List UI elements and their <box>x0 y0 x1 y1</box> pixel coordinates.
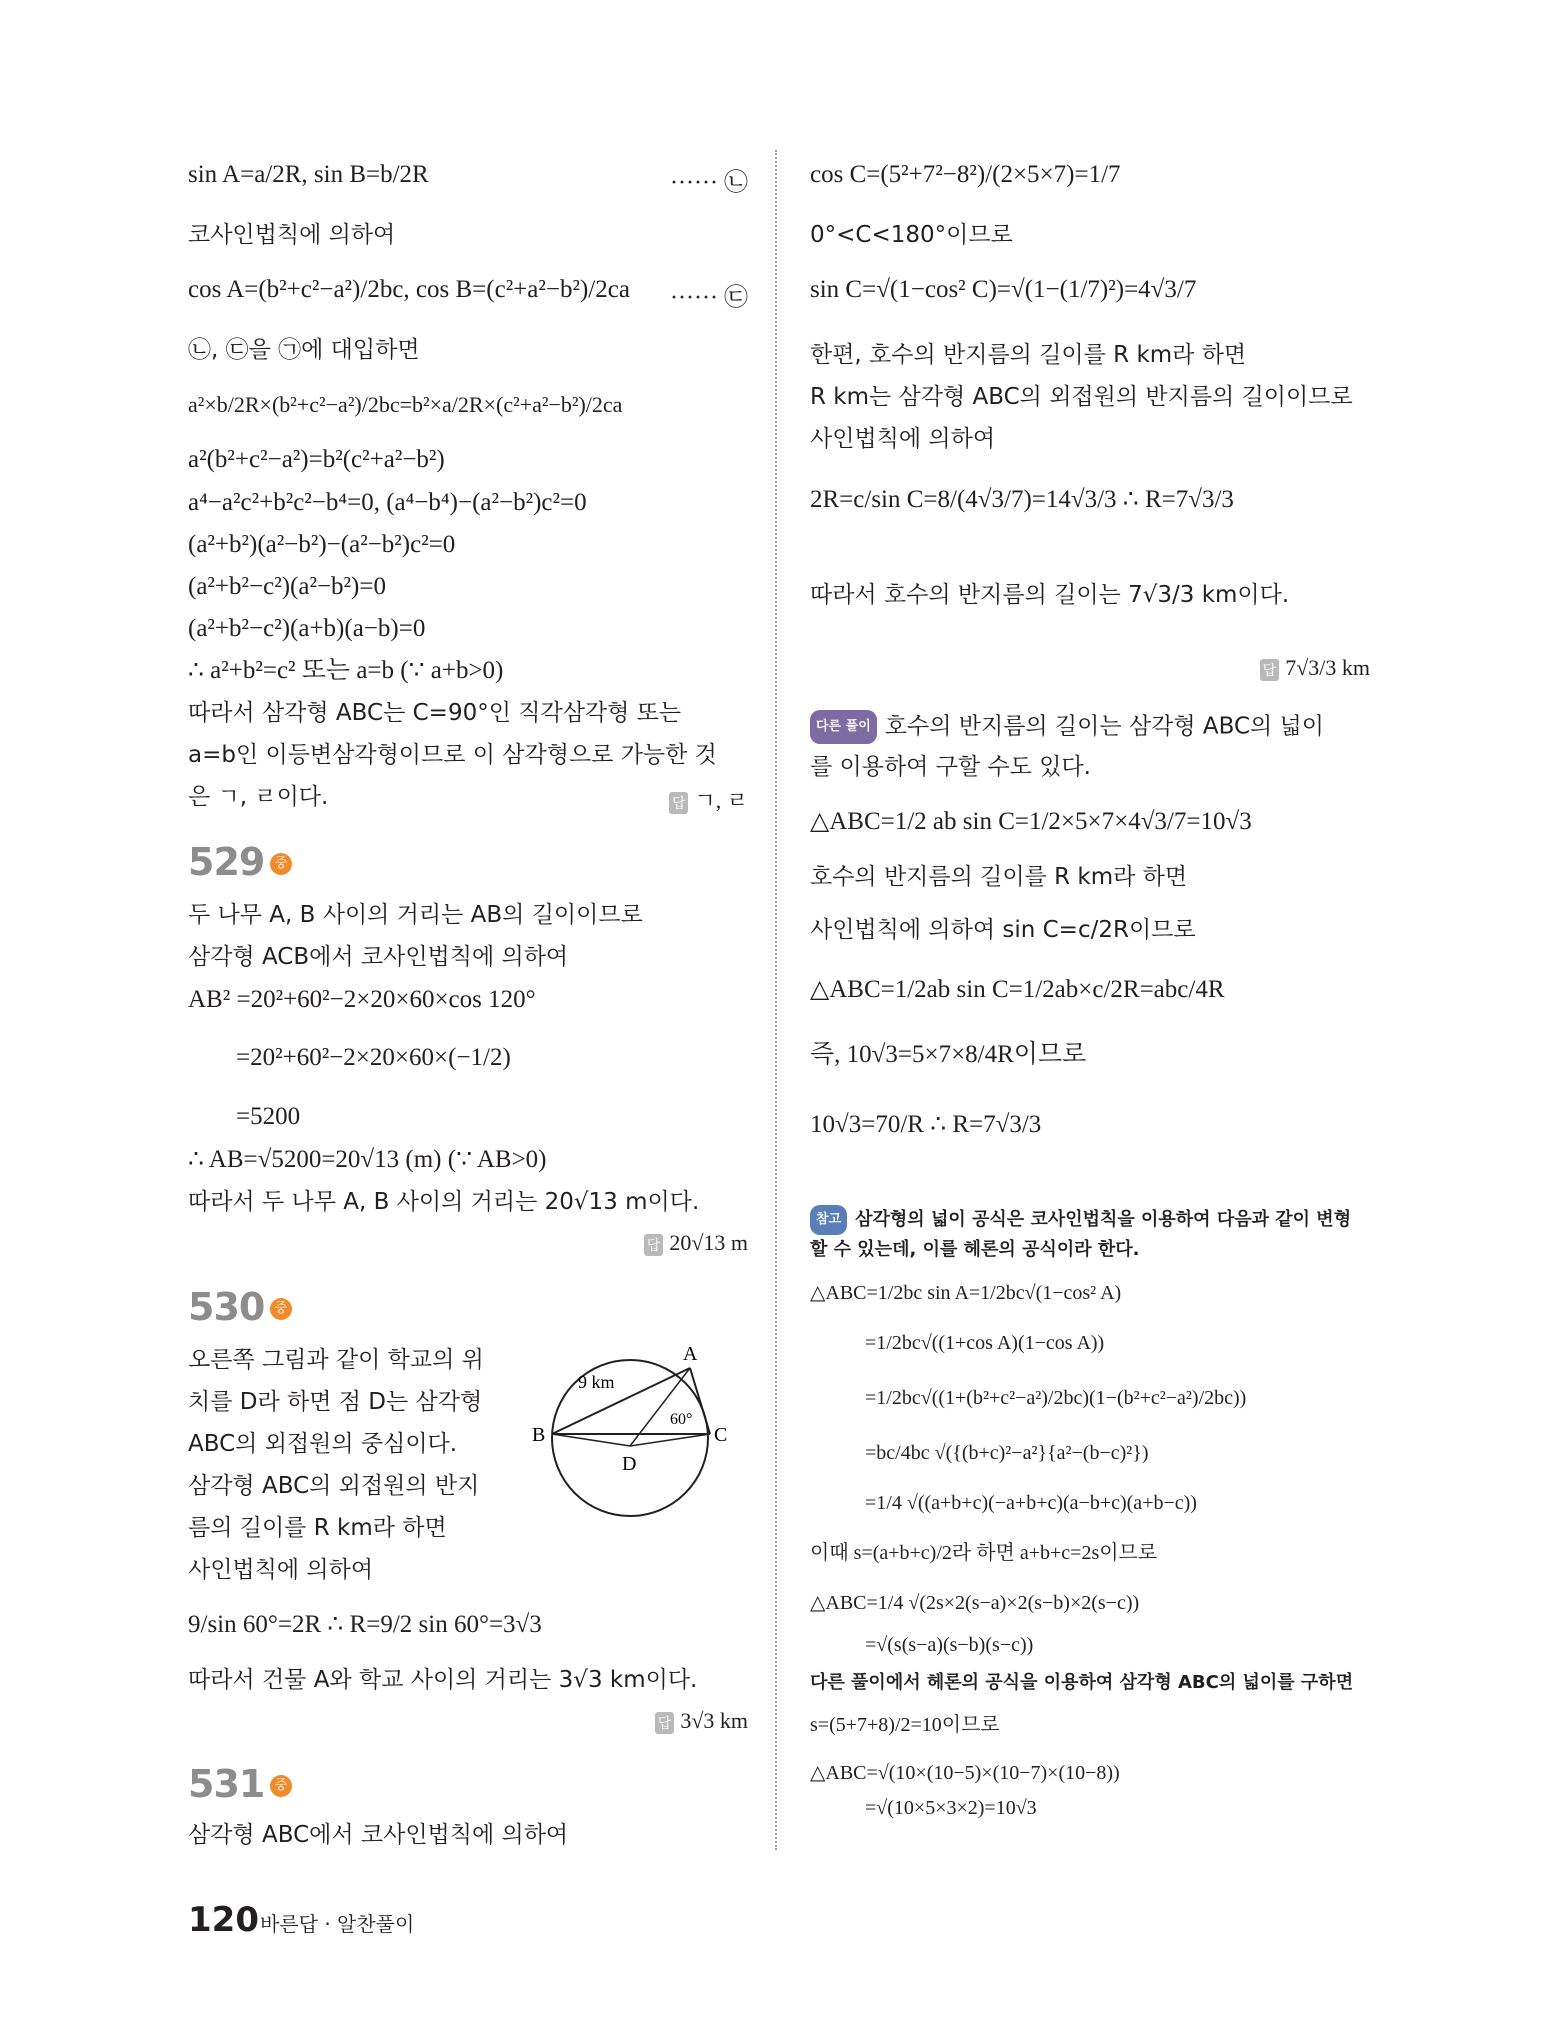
text-line: 사인법칙에 의하여 <box>810 426 996 452</box>
answer-marker-icon: 답 <box>1260 659 1280 681</box>
text-line: 두 나무 A, B 사이의 거리는 AB의 길이이므로 <box>188 902 643 928</box>
math-line: △ABC=1/2ab sin C=1/2ab×c/2R=abc/4R <box>810 976 1225 1003</box>
text-line: 오른쪽 그림과 같이 학교의 위 <box>188 1347 484 1373</box>
problem-number: 529 <box>188 840 265 884</box>
text-line: 따라서 호수의 반지름의 길이는 7√3/3 km이다. <box>810 582 1290 608</box>
level-badge: 중 <box>270 853 292 875</box>
math-line: s=(5+7+8)/2=10이므로 <box>810 1714 1000 1736</box>
math-line: 9/sin 60°=2R ∴ R=9/2 sin 60°=3√3 <box>188 1611 542 1638</box>
math-line: =bc/4bc √({(b+c)²−a²}{a²−(b−c)²}) <box>865 1442 1149 1464</box>
text-line: 삼각형 ACB에서 코사인법칙에 의하여 <box>188 944 569 970</box>
math-line: (a²+b²−c²)(a²−b²)=0 <box>188 573 386 600</box>
vertex-b-label: B <box>532 1424 546 1446</box>
text-line: ㉡, ㉢을 ㉠에 대입하면 <box>188 337 420 363</box>
math-line: △ABC=1/2bc sin A=1/2bc√(1−cos² A) <box>810 1282 1122 1304</box>
text-line: a=b인 이등변삼각형이므로 이 삼각형으로 가능한 것 <box>188 742 717 768</box>
alt-solution-tag: 다른 풀이 <box>810 710 877 744</box>
text-line: 따라서 삼각형 ABC는 C=90°인 직각삼각형 또는 <box>188 700 682 726</box>
text-line: 다른 풀이에서 헤론의 공식을 이용하여 삼각형 ABC의 넓이를 구하면 <box>810 1672 1354 1693</box>
text-line: 치를 D라 하면 점 D는 삼각형 <box>188 1389 483 1415</box>
page-number: 120 <box>188 1900 259 1940</box>
math-line: sin C=√(1−cos² C)=√(1−(1/7)²)=4√3/7 <box>810 276 1197 303</box>
alt-line-text: 호수의 반지름의 길이는 삼각형 ABC의 넓이 <box>884 713 1324 740</box>
text-line: 따라서 건물 A와 학교 사이의 거리는 3√3 km이다. <box>188 1667 698 1693</box>
math-line: 2R=c/sin C=8/(4√3/7)=14√3/3 ∴ R=7√3/3 <box>810 486 1234 513</box>
text-line: ABC의 외접원의 중심이다. <box>188 1431 458 1457</box>
answer <box>669 784 748 815</box>
answer-marker-icon: 답 <box>669 792 689 814</box>
circle-diagram <box>520 1338 750 1528</box>
answer <box>644 1230 748 1256</box>
answer <box>1260 655 1370 681</box>
math-line: a⁴−a²c²+b²c²−b⁴=0, (a⁴−b⁴)−(a²−b²)c²=0 <box>188 489 587 516</box>
text-line: 름의 길이를 R km라 하면 <box>188 1515 447 1541</box>
math-line: a²×b/2R×(b²+c²−a²)/2bc=b²×a/2R×(c²+a²−b²)/2ca <box>188 392 623 417</box>
text-line: 0°<C<180°이므로 <box>810 222 1013 248</box>
math-line: =1/4 √((a+b+c)(−a+b+c)(a−b+c)(a+b−c)) <box>865 1492 1197 1514</box>
text-line: 사인법칙에 의하여 <box>188 1557 374 1583</box>
text-line: 삼각형 ABC에서 코사인법칙에 의하여 <box>188 1822 569 1848</box>
math-line: a²(b²+c²−a²)=b²(c²+a²−b²) <box>188 446 445 473</box>
text-line: 호수의 반지름의 길이를 R km라 하면 <box>810 864 1188 890</box>
math-line: AB² =20²+60²−2×20×60×cos 120° <box>188 986 536 1013</box>
math-line: (a²+b²−c²)(a+b)(a−b)=0 <box>188 615 426 642</box>
level-badge: 중 <box>270 1298 292 1320</box>
math-line: =1/2bc√((1+(b²+c²−a²)/2bc)(1−(b²+c²−a²)/2bc)) <box>865 1387 1247 1409</box>
equation-tag: ······ ㉢ <box>670 285 748 311</box>
math-line: =5200 <box>236 1103 301 1130</box>
math-line: cos C=(5²+7²−8²)/(2×5×7)=1/7 <box>810 161 1121 188</box>
text-line: 삼각형 ABC의 외접원의 반지 <box>188 1473 480 1499</box>
problem-number: 530 <box>188 1285 265 1329</box>
text-line: 할 수 있는데, 이를 헤론의 공식이라 한다. <box>810 1239 1140 1260</box>
math-line: ∴ a²+b²=c² 또는 a=b (∵ a+b>0) <box>188 657 504 684</box>
segment-bd <box>552 1434 630 1446</box>
math-line: (a²+b²)(a²−b²)−(a²−b²)c²=0 <box>188 531 456 558</box>
note-line <box>810 1205 1351 1235</box>
note-tag: 참고 <box>810 1205 847 1235</box>
text-line: 한편, 호수의 반지름의 길이를 R km라 하면 <box>810 342 1247 368</box>
problem-number: 531 <box>188 1762 265 1806</box>
center-d-label: D <box>622 1453 637 1475</box>
answer-value: 3√3 km <box>680 1708 748 1733</box>
note-line-text: 삼각형의 넓이 공식은 코사인법칙을 이용하여 다음과 같이 변형 <box>855 1209 1352 1230</box>
text-line: 를 이용하여 구할 수도 있다. <box>810 754 1091 780</box>
alt-solution-line <box>810 710 1324 744</box>
book-title: 바른답 · 알찬풀이 <box>260 1912 415 1936</box>
text-line: R km는 삼각형 ABC의 외접원의 반지름의 길이이므로 <box>810 384 1353 410</box>
math-line: =√(10×5×3×2)=10√3 <box>865 1797 1037 1819</box>
vertex-c-label: C <box>714 1424 728 1446</box>
text-line: 코사인법칙에 의하여 <box>188 222 396 248</box>
math-line: 이때 s=(a+b+c)/2라 하면 a+b+c=2s이므로 <box>810 1542 1158 1564</box>
math-line: △ABC=1/4 √(2s×2(s−a)×2(s−b)×2(s−c)) <box>810 1592 1140 1614</box>
math-line: ∴ AB=√5200=20√13 (m) (∵ AB>0) <box>188 1146 547 1173</box>
column-divider <box>775 150 777 1850</box>
answer-marker-icon: 답 <box>644 1234 664 1256</box>
answer-value: 7√3/3 km <box>1285 655 1370 680</box>
math-line: 즉, 10√3=5×7×8/4R이므로 <box>810 1041 1087 1068</box>
math-line: =1/2bc√((1+cos A)(1−cos A)) <box>865 1332 1105 1354</box>
math-line: △ABC=√(10×(10−5)×(10−7)×(10−8)) <box>810 1762 1120 1784</box>
side-length-label: 9 km <box>578 1372 615 1392</box>
math-line: cos A=(b²+c²−a²)/2bc, cos B=(c²+a²−b²)/2ca <box>188 276 630 303</box>
math-line: △ABC=1/2 ab sin C=1/2×5×7×4√3/7=10√3 <box>810 808 1252 835</box>
equation-tag: ······ ㉡ <box>670 170 748 196</box>
math-line: 10√3=70/R ∴ R=7√3/3 <box>810 1111 1042 1138</box>
angle-label: 60° <box>670 1411 693 1428</box>
answer <box>655 1708 748 1734</box>
text-line: 사인법칙에 의하여 sin C=c/2R이므로 <box>810 917 1196 943</box>
answer-value: ㄱ, ㄹ <box>694 788 748 813</box>
segment-cd <box>630 1434 710 1446</box>
text-line: 은 ㄱ, ㄹ이다. <box>188 784 329 810</box>
answer-marker-icon: 답 <box>655 1712 675 1734</box>
answer-value: 20√13 m <box>669 1230 748 1255</box>
segment-ac <box>690 1368 710 1434</box>
math-line: =√(s(s−a)(s−b)(s−c)) <box>865 1634 1034 1656</box>
math-line: sin A=a/2R, sin B=b/2R <box>188 161 429 188</box>
vertex-a-label: A <box>683 1343 698 1365</box>
text-line: 따라서 두 나무 A, B 사이의 거리는 20√13 m이다. <box>188 1189 700 1215</box>
level-badge: 중 <box>270 1775 292 1797</box>
math-line: =20²+60²−2×20×60×(−1/2) <box>236 1044 511 1071</box>
